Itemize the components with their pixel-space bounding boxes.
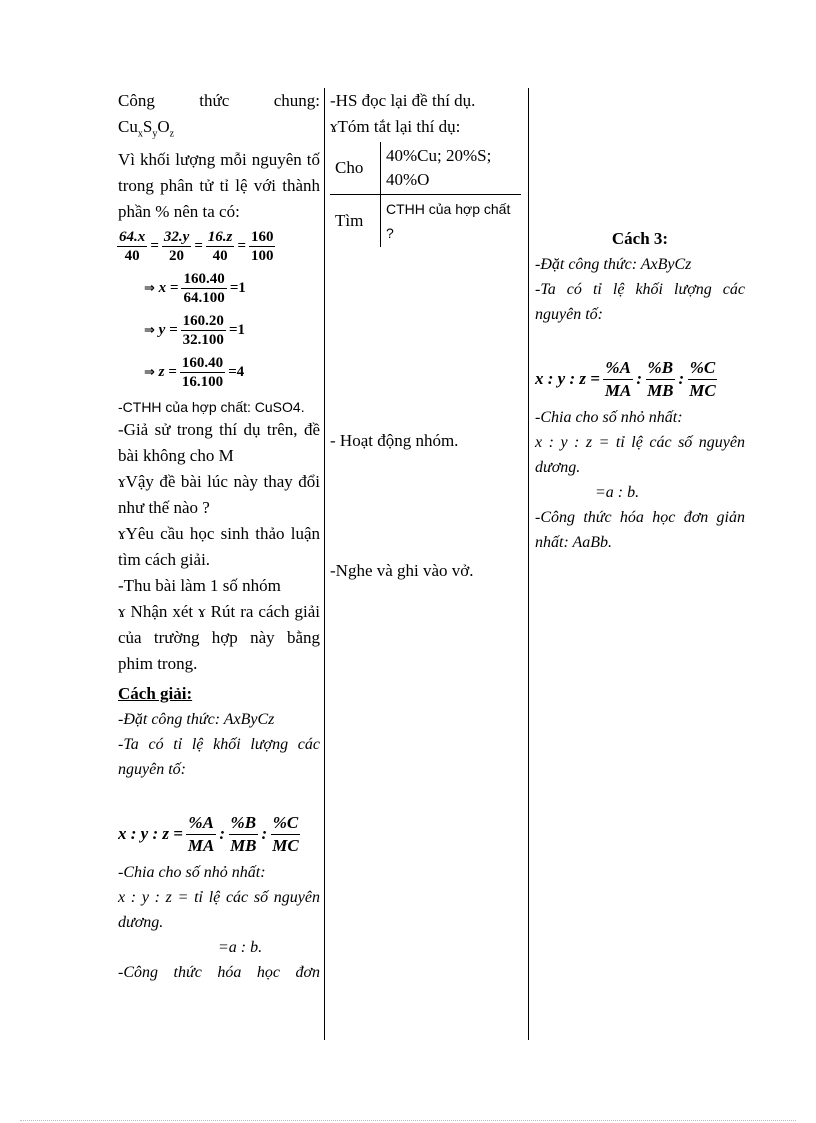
page-footer-rule bbox=[20, 1120, 796, 1121]
general-formula: $Cu_xS_yO_z$ bbox=[118, 117, 175, 140]
find-label: Tìm bbox=[330, 195, 381, 248]
set-formula-text: -Đặt công thức: AxByCz bbox=[118, 711, 275, 729]
listen-text: -Nghe và ghi vào vở. bbox=[330, 561, 474, 580]
curl-arrow-icon: ɤ bbox=[118, 472, 126, 492]
divide-text: -Chia cho số nhỏ nhất: bbox=[535, 409, 683, 426]
given-label: Cho bbox=[330, 142, 381, 195]
general-formula-label: Công thức chung: bbox=[118, 91, 320, 110]
mass-statement: Vì khối lượng mỗi nguyên tố trong phân tử tỉ lệ với thành phần % nên ta có: bbox=[118, 150, 320, 222]
right-double-arrow-icon: ⇒ bbox=[144, 364, 155, 380]
summary-table bbox=[330, 142, 521, 247]
suppose-text: -Giả sử trong thí dụ trên, đề bài không cho M bbox=[118, 420, 320, 466]
right-double-arrow-icon: ⇒ bbox=[144, 280, 155, 296]
student-column bbox=[330, 88, 527, 580]
xyz-text: x : y : z = tỉ lệ các số nguyên dương. bbox=[118, 889, 320, 932]
ratio-text: -Ta có tỉ lệ khối lượng các nguyên tố: bbox=[118, 736, 320, 779]
cthh-result: -CTHH của hợp chất: CuSO4. bbox=[118, 399, 305, 416]
curl-arrow-icon: ɤ bbox=[118, 524, 126, 544]
xyz-text: x : y : z = tỉ lệ các số nguyên dương. bbox=[535, 434, 745, 476]
divide-text: -Chia cho số nhỏ nhất: bbox=[118, 864, 266, 882]
final-text: -Công thức hóa học đơn bbox=[118, 964, 320, 982]
ratio-equation: $\frac{64.x}{40}$ = $\frac{32.y}{20}$ = $\frac{16.z}{40}$ = $\frac{160}{100}$ bbox=[119, 228, 274, 264]
given-value: 40%Cu; 20%S; 40%O bbox=[386, 146, 492, 189]
method-3-heading: Cách 3: bbox=[611, 229, 669, 248]
method-3-column bbox=[535, 226, 745, 555]
ab-text: =a : b. bbox=[595, 484, 640, 501]
right-double-arrow-icon: ⇒ bbox=[144, 322, 155, 338]
method-heading: Cách giải: bbox=[118, 684, 193, 704]
z-equation: ⇒ z = $\frac{160.40}{16.100}$ = 4 bbox=[144, 354, 245, 390]
column-divider-left bbox=[324, 88, 325, 1040]
curl-arrow-icon: ɤ bbox=[118, 602, 126, 622]
column-divider-right bbox=[528, 88, 529, 1040]
group-activity-text: - Hoạt động nhóm. bbox=[330, 431, 459, 450]
curl-arrow-icon: ɤ bbox=[330, 117, 338, 136]
general-ratio-formula: x : y : z = $\frac{\%A}{MA}$ : $\frac{\%B}{MB}$ : $\frac{\%C}{MC}$ bbox=[118, 812, 299, 855]
final-text: -Công thức hóa học đơn giản nhất: AaBb. bbox=[535, 509, 745, 551]
general-ratio-formula: x : y : z = $\frac{\%A}{MA}$ : $\frac{\%B}{MB}$ : $\frac{\%C}{MC}$ bbox=[535, 357, 716, 400]
ask-students-text: ɤYêu cầu học sinh thảo luận tìm cách giải. bbox=[118, 524, 320, 570]
ab-text: =a : b. bbox=[218, 939, 263, 957]
y-equation: ⇒ y = $\frac{160.20}{32.100}$ = 1 bbox=[144, 312, 245, 348]
find-value: CTHH của hợp chất ? bbox=[381, 195, 522, 248]
ratio-text: -Ta có tỉ lệ khối lượng các nguyên tố: bbox=[535, 281, 745, 323]
question-text: ɤVậy đề bài lúc này thay đổi như thế nào ? bbox=[118, 472, 320, 518]
comment-text: ɤ Nhận xét ɤ Rút ra cách giải của trường hợp này bằng phim trong. bbox=[118, 602, 321, 674]
x-equation: ⇒ x = $\frac{160.40}{64.100}$ = 1 bbox=[144, 270, 246, 306]
reread-text: -HS đọc lại đề thí dụ. bbox=[330, 91, 476, 110]
summary-text: ɤTóm tắt lại thí dụ: bbox=[330, 117, 461, 136]
collect-text: -Thu bài làm 1 số nhóm bbox=[118, 576, 281, 596]
teacher-column bbox=[118, 88, 320, 985]
curl-arrow-icon: ɤ bbox=[198, 602, 206, 622]
set-formula-text: -Đặt công thức: AxByCz bbox=[535, 256, 692, 273]
